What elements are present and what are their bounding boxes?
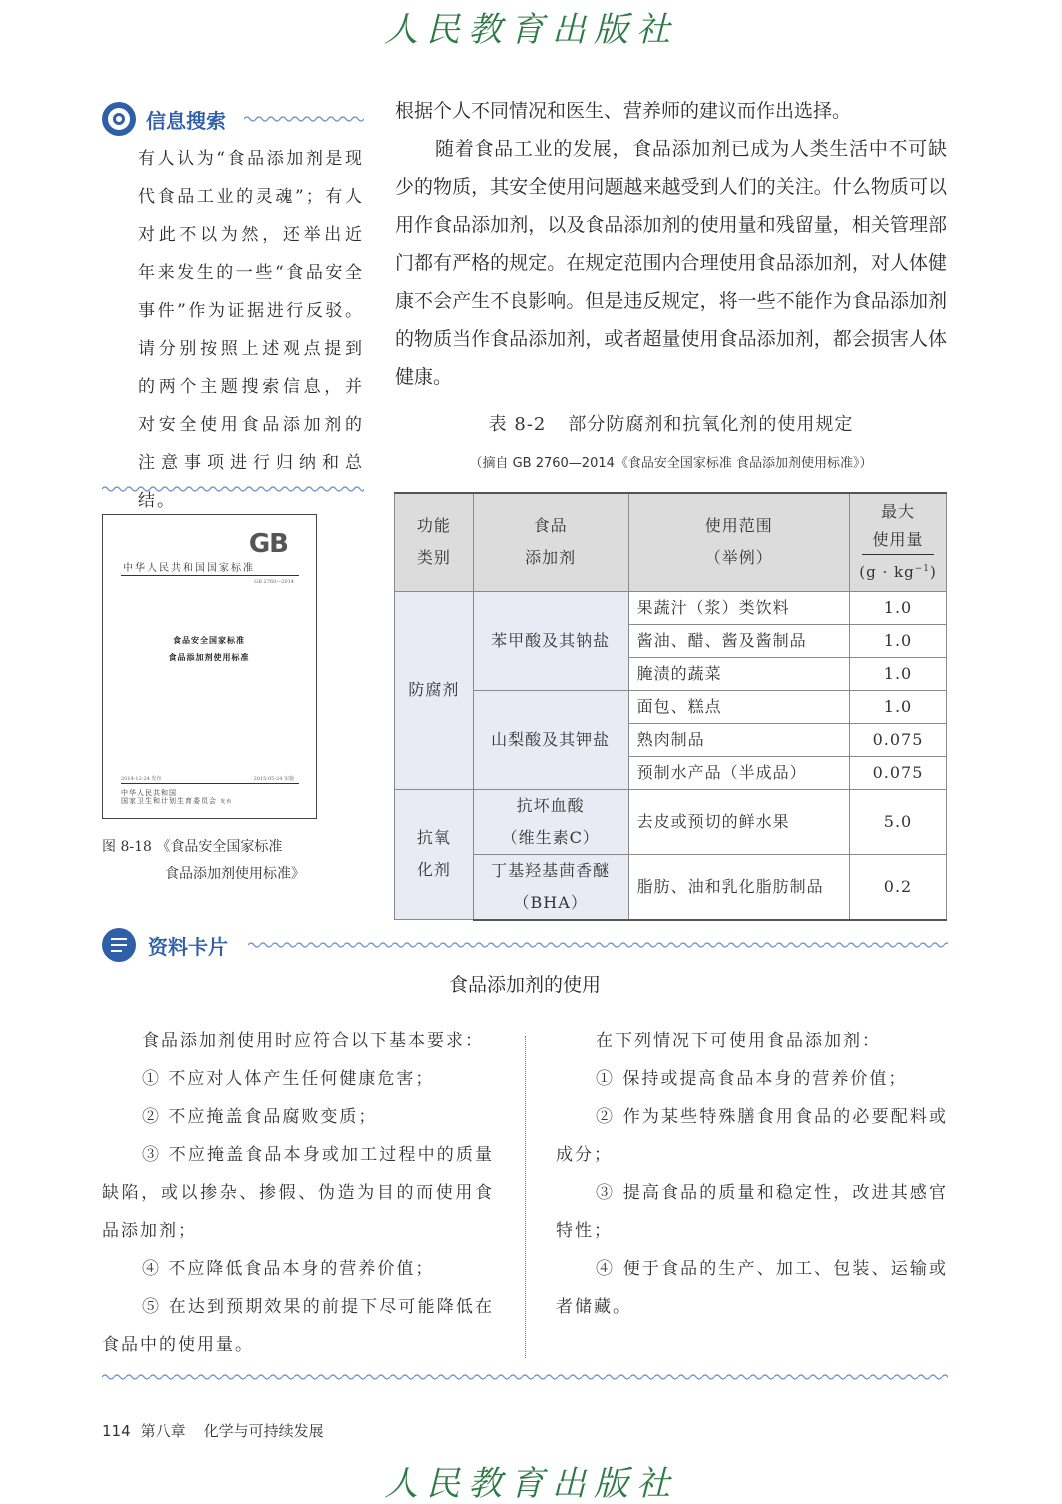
table-row: 丁基羟基茴香醚 （BHA） 脂肪、油和乳化脂肪制品 0.2 [395, 854, 947, 920]
header-max: 最大 使用量 $(g \cdot kg^{-1})$ [850, 493, 947, 591]
info-search-title: 信息搜索 [146, 109, 226, 133]
additive-vitamin-c: 抗坏血酸 （维生素C） [473, 789, 628, 854]
gb-eff-date: 2015-05-24 实施 [253, 776, 294, 782]
additive-benzoic: 苯甲酸及其钠盐 [473, 591, 628, 690]
data-card-label: 资料卡片 [148, 935, 228, 959]
column-divider [525, 1036, 526, 1358]
figure-caption: 图 8-18 《食品安全国家标准 食品添加剂使用标准》 [102, 839, 305, 882]
bottom-wave-divider [102, 1372, 948, 1382]
header-range: 使用范围 （举例） [628, 493, 849, 591]
additive-bha: 丁基羟基茴香醚 （BHA） [473, 854, 628, 920]
category-preservative: 防腐剂 [395, 591, 474, 789]
gb-standard-number: GB 2760—2014 [254, 579, 294, 585]
gb-logo: GB [248, 529, 288, 559]
data-card-title: 食品添加剂的使用 [448, 974, 601, 996]
table-source: （摘自 GB 2760—2014《食品安全国家标准 食品添加剂使用标准》） [469, 456, 873, 471]
additive-table [394, 492, 947, 921]
table-row: 腌渍的蔬菜 1.0 [395, 657, 947, 690]
card-wave-divider [248, 940, 948, 950]
wave-divider [244, 114, 364, 124]
gb-country-standard: 中华人民共和国国家标准 [123, 563, 255, 574]
gb-cover-title-1: 食品安全国家标准 [173, 635, 245, 645]
publisher-logo-top: 人民教育出版社 [384, 10, 678, 50]
table-row: 预制水产品（半成品） 0.075 [395, 756, 947, 789]
page-number: 114 [102, 1422, 131, 1440]
info-search-header [102, 102, 364, 136]
header-function: 功能 类别 [395, 493, 474, 591]
gb-standard-cover [102, 514, 317, 819]
card-right-column: 在下列情况下可使用食品添加剂： ① 保持或提高食品本身的营养价值； ② 作为某些特殊膳食用食品的必要配料或成分； ③ 提高食品的质量和稳定性，改进其感官特性； ④ 便于食品的生产、加工、包装、运输或者储藏。 [556, 1031, 948, 1317]
table-row: 抗氧 化剂 抗坏血酸 （维生素C） 去皮或预切的鲜水果 5.0 [395, 789, 947, 854]
gb-cover-title-2: 食品添加剂使用标准 [168, 652, 250, 662]
page-footer [102, 1420, 334, 1441]
table-title: 表 8-2 部分防腐剂和抗氧化剂的使用规定 [488, 414, 854, 435]
table-header-row [395, 493, 947, 591]
document-icon [102, 928, 136, 962]
at-sign-icon [102, 102, 136, 136]
main-body-text [395, 92, 947, 396]
additive-sorbic: 山梨酸及其钾盐 [473, 690, 628, 789]
gb-pub-date: 2014-12-24 发布 [121, 776, 162, 782]
table-row: 山梨酸及其钾盐 面包、糕点 1.0 [395, 690, 947, 723]
table-row: 酱油、醋、酱及酱制品 1.0 [395, 624, 947, 657]
main-paragraph-1: 根据个人不同情况和医生、营养师的建议而作出选择。 [395, 100, 852, 122]
table-row: 防腐剂 苯甲酸及其钠盐 果蔬汁（浆）类饮料 1.0 [395, 591, 947, 624]
sidebar-wave-divider [102, 484, 364, 494]
header-additive: 食品 添加剂 [473, 493, 628, 591]
publisher-logo-bottom: 人民教育出版社 [384, 1464, 678, 1504]
card-left-column: 食品添加剂使用时应符合以下基本要求： ① 不应对人体产生任何健康危害； ② 不应掩盖食品腐败变质； ③ 不应掩盖食品本身或加工过程中的质量缺陷，或以掺杂、掺假、伪造为目的而使用食品添加剂； ④ 不应降低食品本身的营养价值； ⑤ 在达到预期效果的前提下尽可能降低在食品中的使用量。 [102, 1031, 494, 1355]
table-row: 熟肉制品 0.075 [395, 723, 947, 756]
main-paragraph-2: 随着食品工业的发展，食品添加剂已成为人类生活中不可缺少的物质，其安全使用问题越来越受到人们的关注。什么物质可以用作食品添加剂，以及食品添加剂的使用量和残留量，相关管理部门都有严格的规定。在规定范围内合理使用食品添加剂，对人体健康不会产生不良影响。但是违反规定，将一些不能作为食品添加剂的物质当作食品添加剂，或者超量使用食品添加剂，都会损害人体健康。 [395, 138, 947, 388]
chapter-label: 第八章 [140, 1422, 186, 1440]
gb-issuer: 中华人民共和国 国家卫生和计划生育委员会 发布 [121, 789, 233, 805]
data-card-header [102, 928, 948, 962]
category-antioxidant: 抗氧 化剂 [395, 789, 474, 920]
chapter-title: 化学与可持续发展 [203, 1422, 324, 1440]
info-search-paragraph: 有人认为“食品添加剂是现代食品工业的灵魂”；有人对此不以为然，还举出近年来发生的一些“食品安全事件”作为证据进行反驳。请分别按照上述观点提到的两个主题搜索信息，并对安全使用食品添加剂的注意事项进行归纳和总结。 [138, 149, 364, 511]
